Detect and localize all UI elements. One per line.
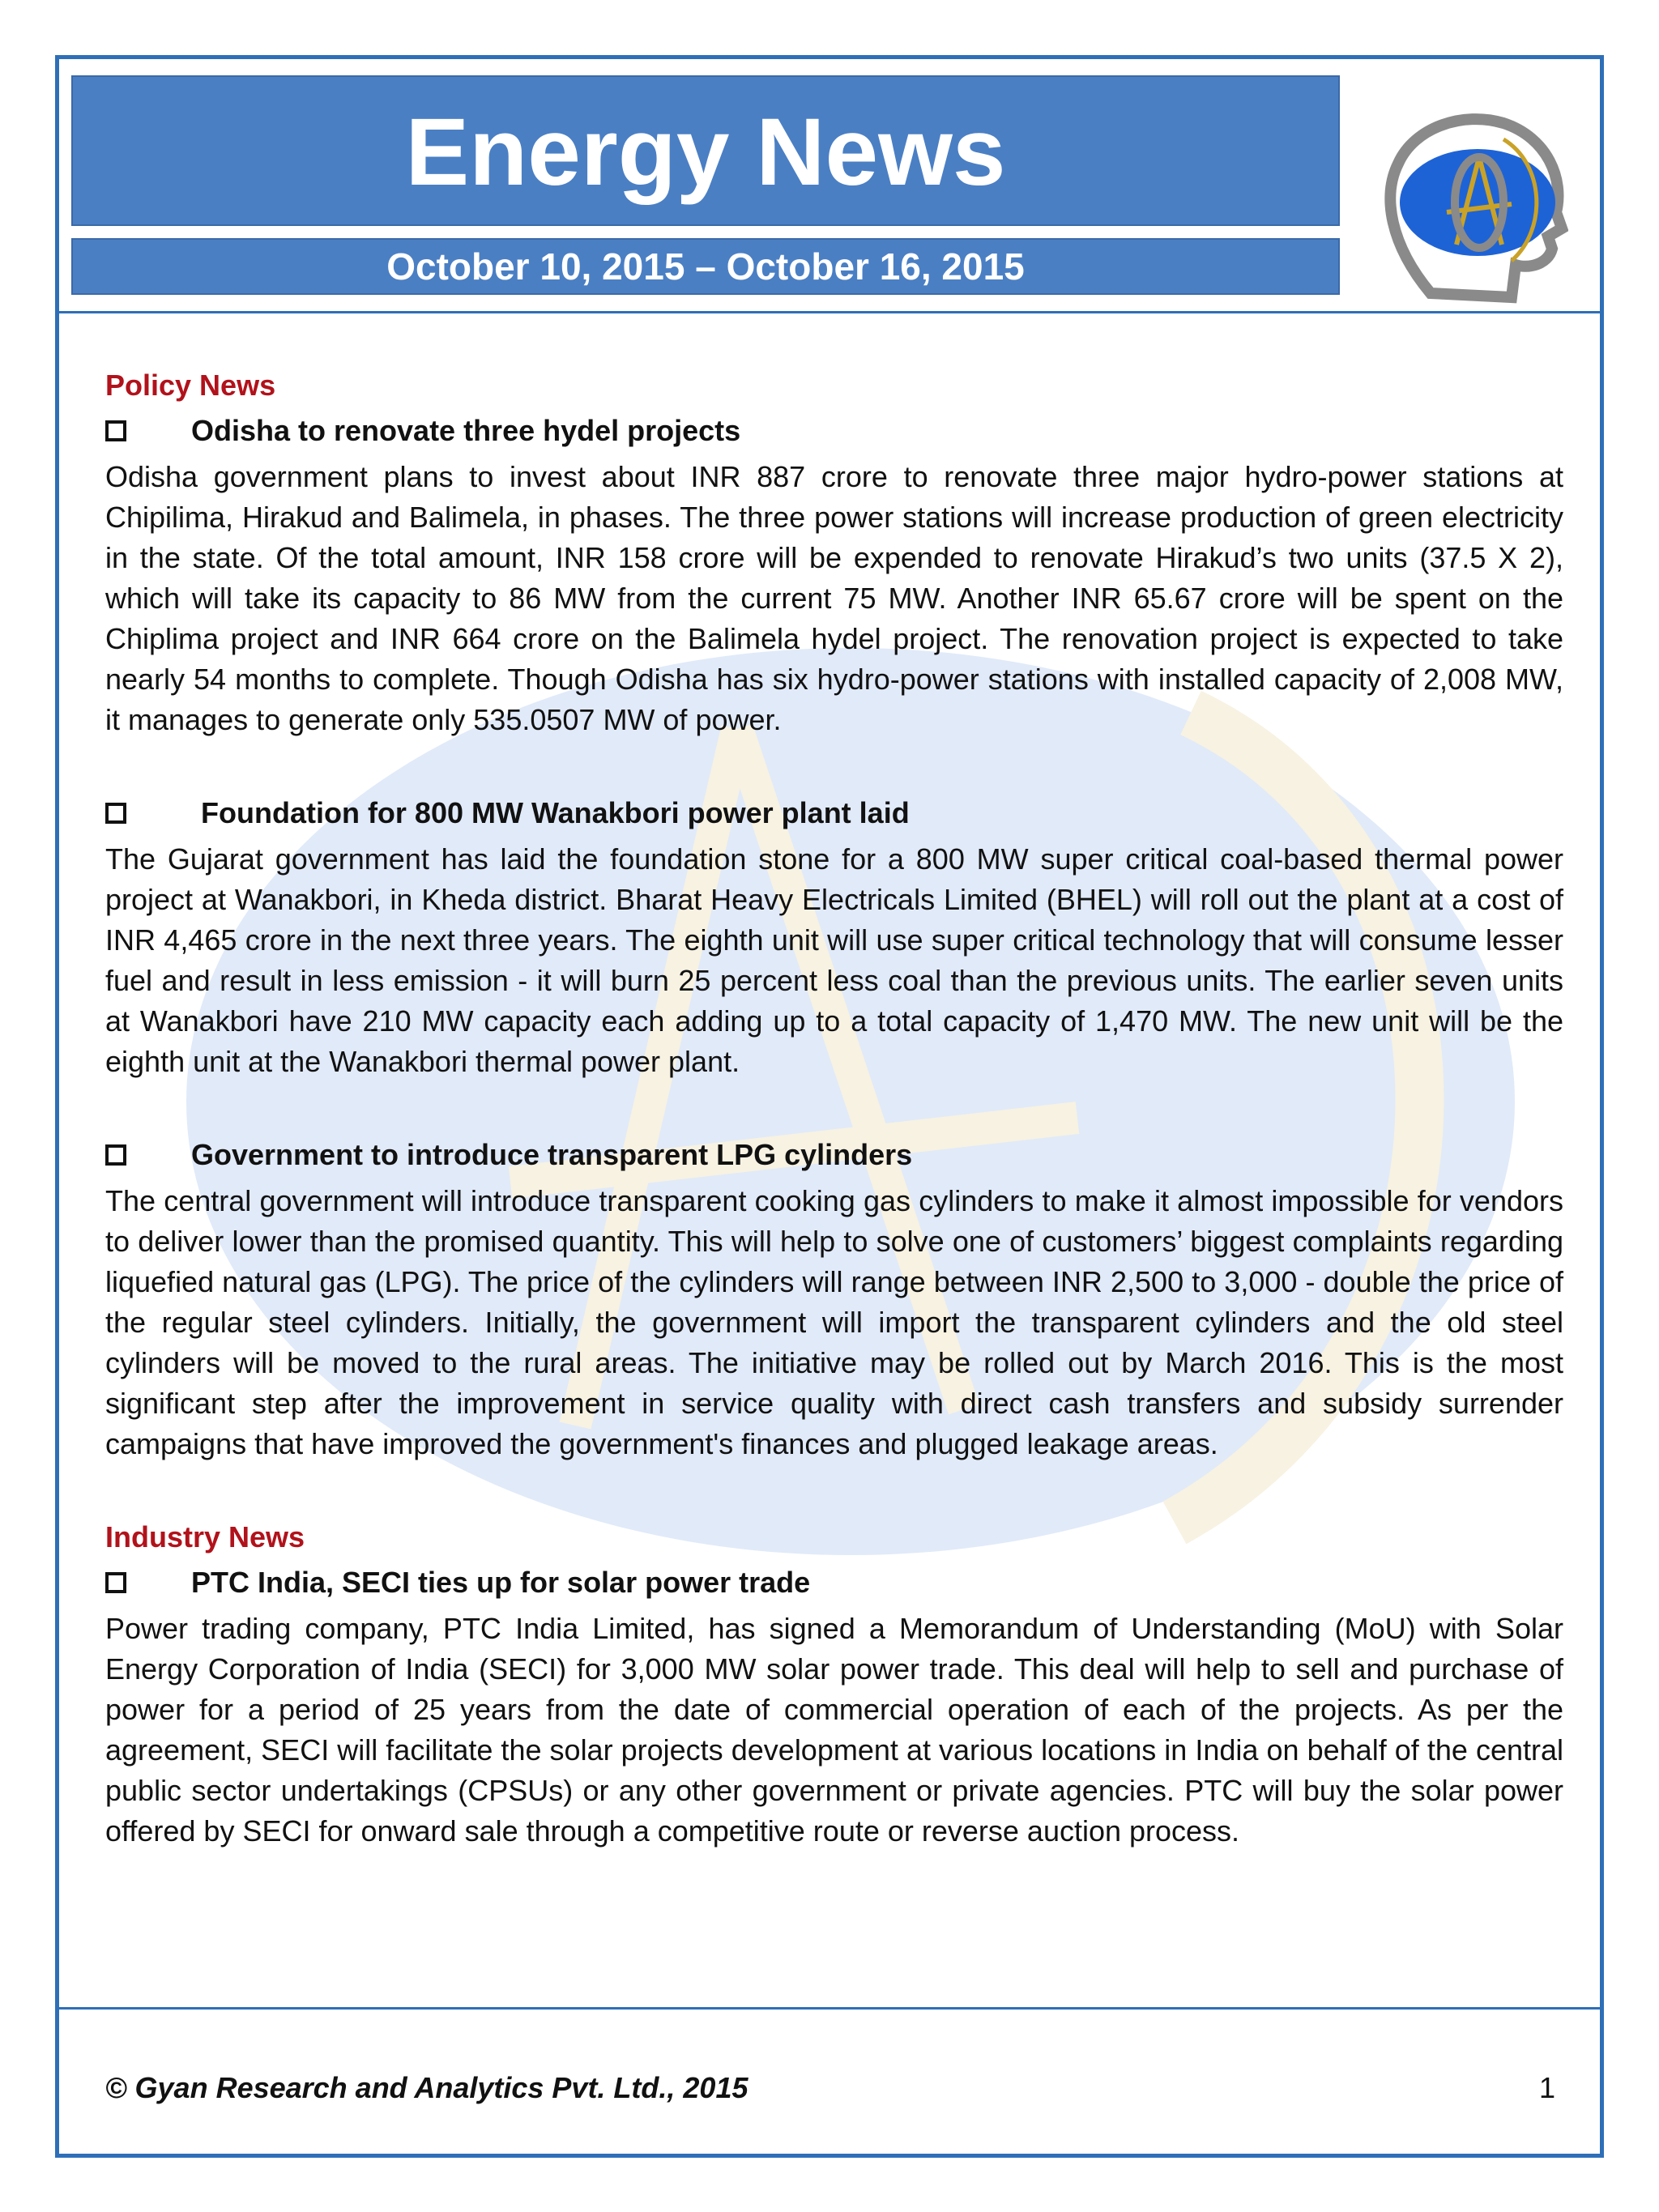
section-label: Policy News	[105, 369, 276, 402]
section-label: Industry News	[105, 1520, 305, 1554]
date-range: October 10, 2015 – October 16, 2015	[71, 238, 1340, 295]
page-number: 1	[1539, 2071, 1556, 2104]
article-body: Power trading company, PTC India Limited, has signed a Memorandum of Understanding (MoU) with Solar Energy Corporation of India (SECI) for 3,000 MW solar power trade. This deal will help to sell and purchase of power for a period of 25 years from the date of commercial operation of each of the projects. As per the agreement, SECI will facilitate the solar projects development at various locations in India on behalf of the central public sector undertakings (CPSUs) or any other government or private agencies. PTC will buy the solar power offered by SECI for onward sale through a competitive route or reverse auction process.	[105, 1612, 1563, 1848]
article-content	[105, 363, 1563, 1852]
article-body: The Gujarat government has laid the foundation stone for a 800 MW super critical coal-based thermal power project at Wanakbori, in Kheda district. Bharat Heavy Electricals Limited (BHEL) will roll out the plant at a cost of INR 4,465 crore in the next three years. The eighth unit will use super critical technology that will consume lesser fuel and result in less emission - it will burn 25 percent less coal than the previous units. The earlier seven units at Wanakbori have 210 MW capacity each adding up to a total capacity of 1,470 MW. The new unit will be the eighth unit at the Wanakbori thermal power plant.	[105, 842, 1563, 1078]
headline-text: PTC India, SECI ties up for solar power trade	[191, 1566, 811, 1599]
checkbox-bullet-icon	[105, 1572, 126, 1593]
newsletter-title: Energy News	[71, 75, 1340, 226]
headline-text: Odisha to renovate three hydel projects	[191, 414, 741, 447]
headline-text: Government to introduce transparent LPG cylinders	[191, 1138, 913, 1171]
header-divider	[58, 311, 1601, 313]
gyan-logo-icon	[1382, 107, 1568, 309]
checkbox-bullet-icon	[105, 420, 126, 441]
article-headline	[105, 1132, 1563, 1178]
article-headline	[105, 791, 1563, 836]
footer-copyright: © Gyan Research and Analytics Pvt. Ltd., 2015	[105, 2071, 748, 2104]
checkbox-bullet-icon	[105, 803, 126, 824]
checkbox-bullet-icon	[105, 1144, 126, 1166]
headline-text: Foundation for 800 MW Wanakbori power plant laid	[201, 796, 910, 829]
article-headline	[105, 408, 1563, 454]
article-headline	[105, 1560, 1563, 1605]
article-body: Odisha government plans to invest about INR 887 crore to renovate three major hydro-power stations at Chipilima, Hirakud and Balimela, in phases. The three power stations will increase production of green electricity in the state. Of the total amount, INR 158 crore will be expended to renovate Hirakud’s two units (37.5 X 2), which will take its capacity to 86 MW from the current 75 MW. Another INR 65.67 crore will be spent on the Chiplima project and INR 664 crore on the Balimela hydel project. The renovation project is expected to take nearly 54 months to complete. Though Odisha has six hydro-power stations with installed capacity of 2,008 MW, it manages to generate only 535.0507 MW of power.	[105, 460, 1563, 736]
article-body: The central government will introduce transparent cooking gas cylinders to make it almost impossible for vendors to deliver lower than the promised quantity. This will help to solve one of customers’ biggest complaints regarding liquefied natural gas (LPG). The price of the cylinders will range between INR 2,500 to 3,000 - double the price of the regular steel cylinders. Initially, the government will import the transparent cylinders and the old steel cylinders will be moved to the rural areas. The initiative may be rolled out by March 2016. This is the most significant step after the improvement in service quality with direct cash transfers and subsidy surrender campaigns that have improved the government's finances and plugged leakage areas.	[105, 1184, 1563, 1460]
footer-divider	[58, 2007, 1601, 2010]
